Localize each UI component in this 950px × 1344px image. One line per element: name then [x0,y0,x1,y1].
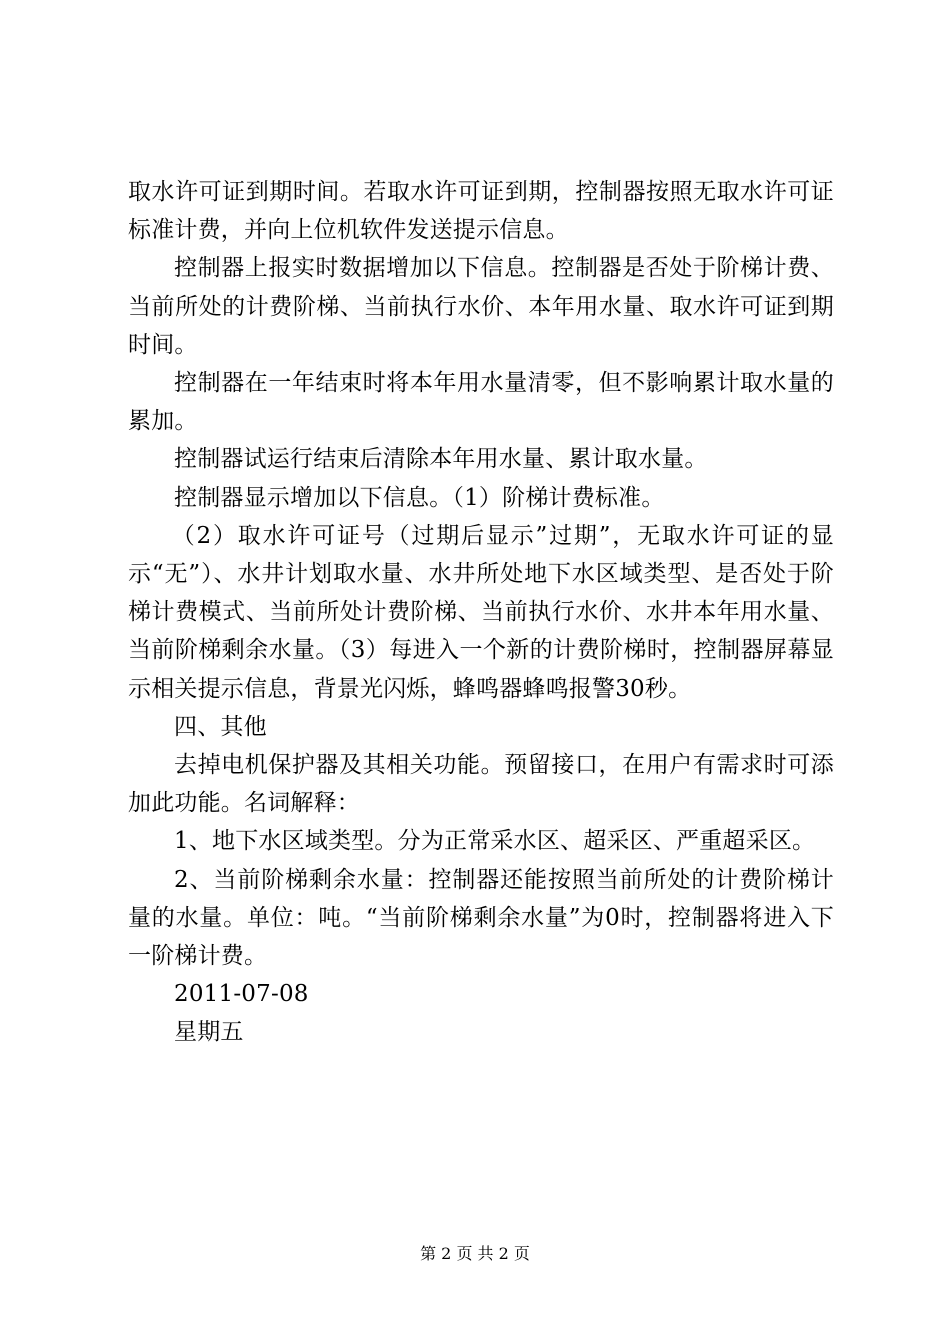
document-weekday: 星期五 [174,1019,244,1046]
paragraph-display-details: （2）取水许可证号（过期后显示”过期”，无取水许可证的显示“无”）、水井计划取水量、水井所处地下水区域类型、是否处于阶梯计费模式、当前所处计费阶梯、当前执行水价、水井本年用水量、当前阶梯剩余水量。（3）每进入一个新的计费阶梯时，控制器屏幕显示相关提示信息，背景光闪烁，蜂鸣器蜂鸣报警30秒。 [128,522,834,702]
paragraph-display-info: 控制器显示增加以下信息。（1）阶梯计费标准。 [174,484,665,511]
paragraph-permit-expiry: 取水许可证到期时间。若取水许可证到期，控制器按照无取水许可证标准计费，并向上位机软件发送提示信息。 [128,179,834,244]
document-date: 2011-07-08 [174,981,309,1008]
paragraph-remove-protector: 去掉电机保护器及其相关功能。预留接口，在用户有需求时可添加此功能。名词解释： [128,752,834,817]
paragraph-term-remaining-water: 2、当前阶梯剩余水量：控制器还能按照当前所处的计费阶梯计量的水量。单位：吨。“当前阶梯剩余水量”为0时，控制器将进入下一阶梯计费。 [128,866,834,970]
paragraph-trial-clear: 控制器试运行结束后清除本年用水量、累计取水量。 [174,446,708,473]
page-footer [0,1244,950,1264]
section-heading-other: 四、其他 [174,713,267,740]
paragraph-annual-reset: 控制器在一年结束时将本年用水量清零，但不影响累计取水量的累加。 [128,370,834,435]
paragraph-term-zone-type: 1、地下水区域类型。分为正常采水区、超采区、严重超采区。 [174,828,816,855]
paragraph-realtime-report: 控制器上报实时数据增加以下信息。控制器是否处于阶梯计费、当前所处的计费阶梯、当前执行水价、本年用水量、取水许可证到期时间。 [128,255,834,358]
page-number-label: 第 2 页 共 2 页 [420,1244,530,1263]
document-body [128,173,834,1052]
